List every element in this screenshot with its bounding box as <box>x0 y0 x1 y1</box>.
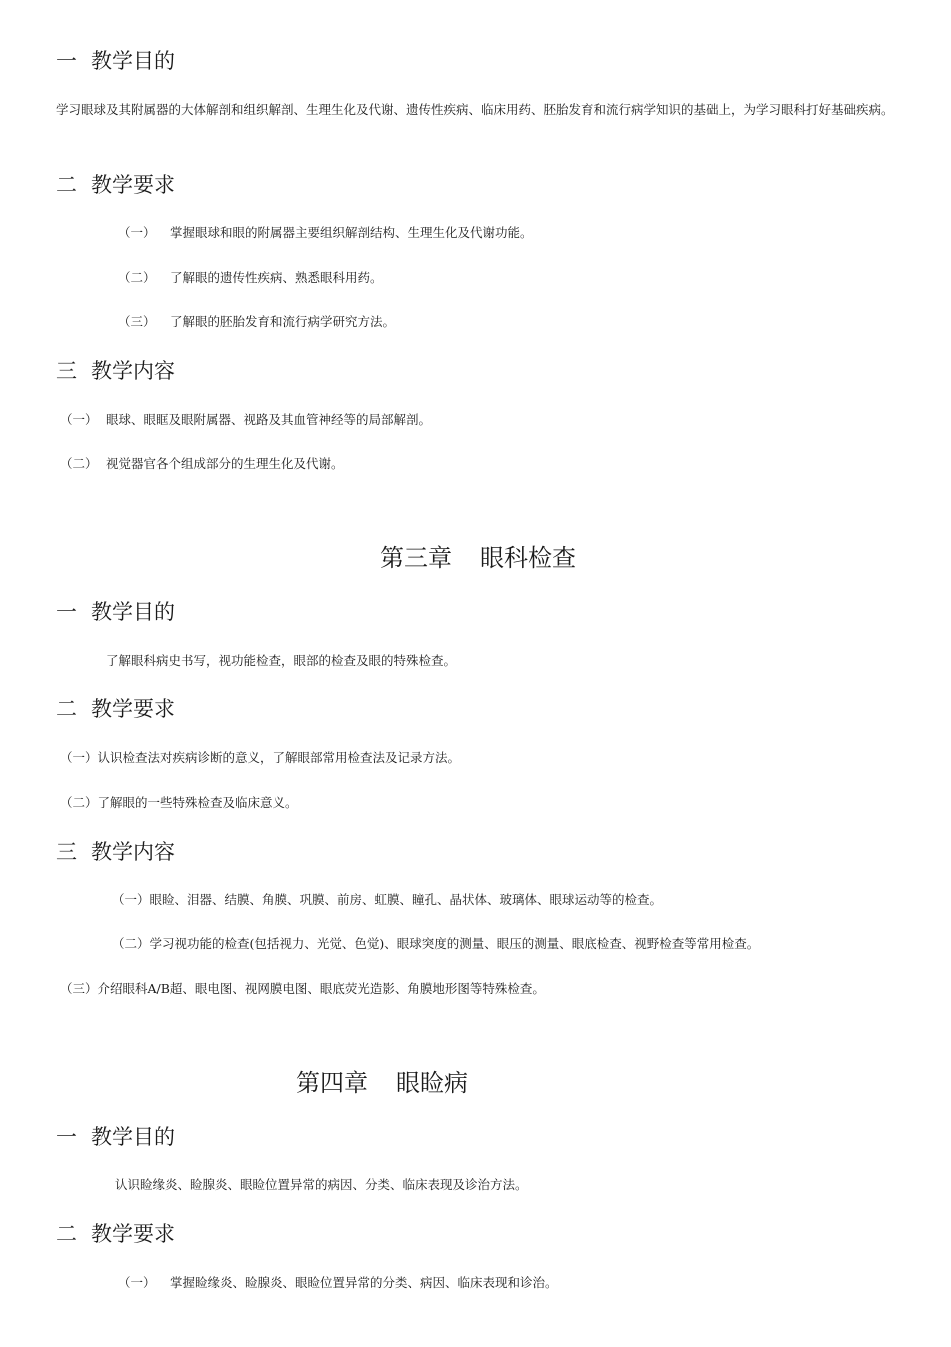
item-text: 了解眼的遗传性疾病、熟悉眼科用药。 <box>170 270 383 285</box>
purpose-paragraph: 学习眼球及其附属器的大体解剖和组织解剖、生理生化及代谢、遗传性疾病、临床用药、胚胎发育和流行病学知识的基础上，为学习眼科打好基础疾病。 <box>56 102 894 117</box>
chapter-3-title <box>380 543 576 573</box>
chapter-4-title <box>296 1068 468 1098</box>
section-heading-purpose <box>56 598 175 626</box>
item-text: 视觉器官各个组成部分的生理生化及代谢。 <box>106 456 344 471</box>
heading-title: 教学目的 <box>91 49 175 73</box>
content-item <box>60 410 431 430</box>
item-text: 掌握睑缘炎、睑腺炎、眼睑位置异常的分类、病因、临床表现和诊治。 <box>170 1275 558 1290</box>
heading-number: 一 <box>56 49 77 73</box>
item-label: （二） <box>118 270 156 285</box>
heading-title: 教学要求 <box>91 1222 175 1246</box>
heading-number: 二 <box>56 173 77 197</box>
item-text: 掌握眼球和眼的附属器主要组织解剖结构、生理生化及代谢功能。 <box>170 225 533 240</box>
heading-number: 二 <box>56 1222 77 1246</box>
content-item: （三）介绍眼科A/B超、眼电图、视网膜电图、眼底荧光造影、角膜地形图等特殊检查。 <box>60 981 545 996</box>
heading-title: 教学内容 <box>91 359 175 383</box>
section-heading-requirements <box>56 171 175 199</box>
section-heading-purpose <box>56 47 175 75</box>
chapter-number: 第四章 <box>296 1069 368 1097</box>
heading-title: 教学目的 <box>91 600 175 624</box>
section-heading-content <box>56 357 175 385</box>
item-label: （一） <box>60 412 98 427</box>
item-text: 眼球、眼眶及眼附属器、视路及其血管神经等的局部解剖。 <box>106 412 432 427</box>
item-label: （一） <box>118 225 156 240</box>
heading-number: 一 <box>56 1125 77 1149</box>
heading-title: 教学要求 <box>91 173 175 197</box>
requirement-item: （一）认识检查法对疾病诊断的意义，了解眼部常用检查法及记录方法。 <box>60 750 461 765</box>
section-heading-requirements <box>56 695 175 723</box>
item-label: （三） <box>118 314 156 329</box>
section-heading-content <box>56 838 175 866</box>
chapter-number: 第三章 <box>380 544 452 572</box>
item-label: （二） <box>60 456 98 471</box>
purpose-paragraph: 了解眼科病史书写，视功能检查，眼部的检查及眼的特殊检查。 <box>106 653 457 668</box>
content-item: （一）眼睑、泪器、结膜、角膜、巩膜、前房、虹膜、瞳孔、晶状体、玻璃体、眼球运动等的检查。 <box>112 892 663 907</box>
requirement-item <box>118 1273 558 1293</box>
item-label: （一） <box>118 1275 156 1290</box>
heading-title: 教学要求 <box>91 697 175 721</box>
heading-title: 教学内容 <box>91 840 175 864</box>
chapter-name: 眼睑病 <box>396 1069 468 1097</box>
purpose-paragraph: 认识睑缘炎、睑腺炎、眼睑位置异常的病因、分类、临床表现及诊治方法。 <box>115 1177 528 1192</box>
requirement-item <box>118 312 395 332</box>
heading-number: 三 <box>56 359 77 383</box>
chapter-name: 眼科检查 <box>480 544 576 572</box>
section-heading-requirements <box>56 1220 175 1248</box>
content-item <box>60 454 344 474</box>
section-heading-purpose <box>56 1123 175 1151</box>
heading-number: 二 <box>56 697 77 721</box>
content-item: （二）学习视功能的检查(包括视力、光觉、色觉)、眼球突度的测量、眼压的测量、眼底检查、视野检查等常用检查。 <box>112 936 760 951</box>
heading-number: 一 <box>56 600 77 624</box>
requirement-item <box>118 223 533 243</box>
heading-number: 三 <box>56 840 77 864</box>
item-text: 了解眼的胚胎发育和流行病学研究方法。 <box>170 314 396 329</box>
requirement-item: （二）了解眼的一些特殊检查及临床意义。 <box>60 795 298 810</box>
heading-title: 教学目的 <box>91 1125 175 1149</box>
requirement-item <box>118 268 383 288</box>
